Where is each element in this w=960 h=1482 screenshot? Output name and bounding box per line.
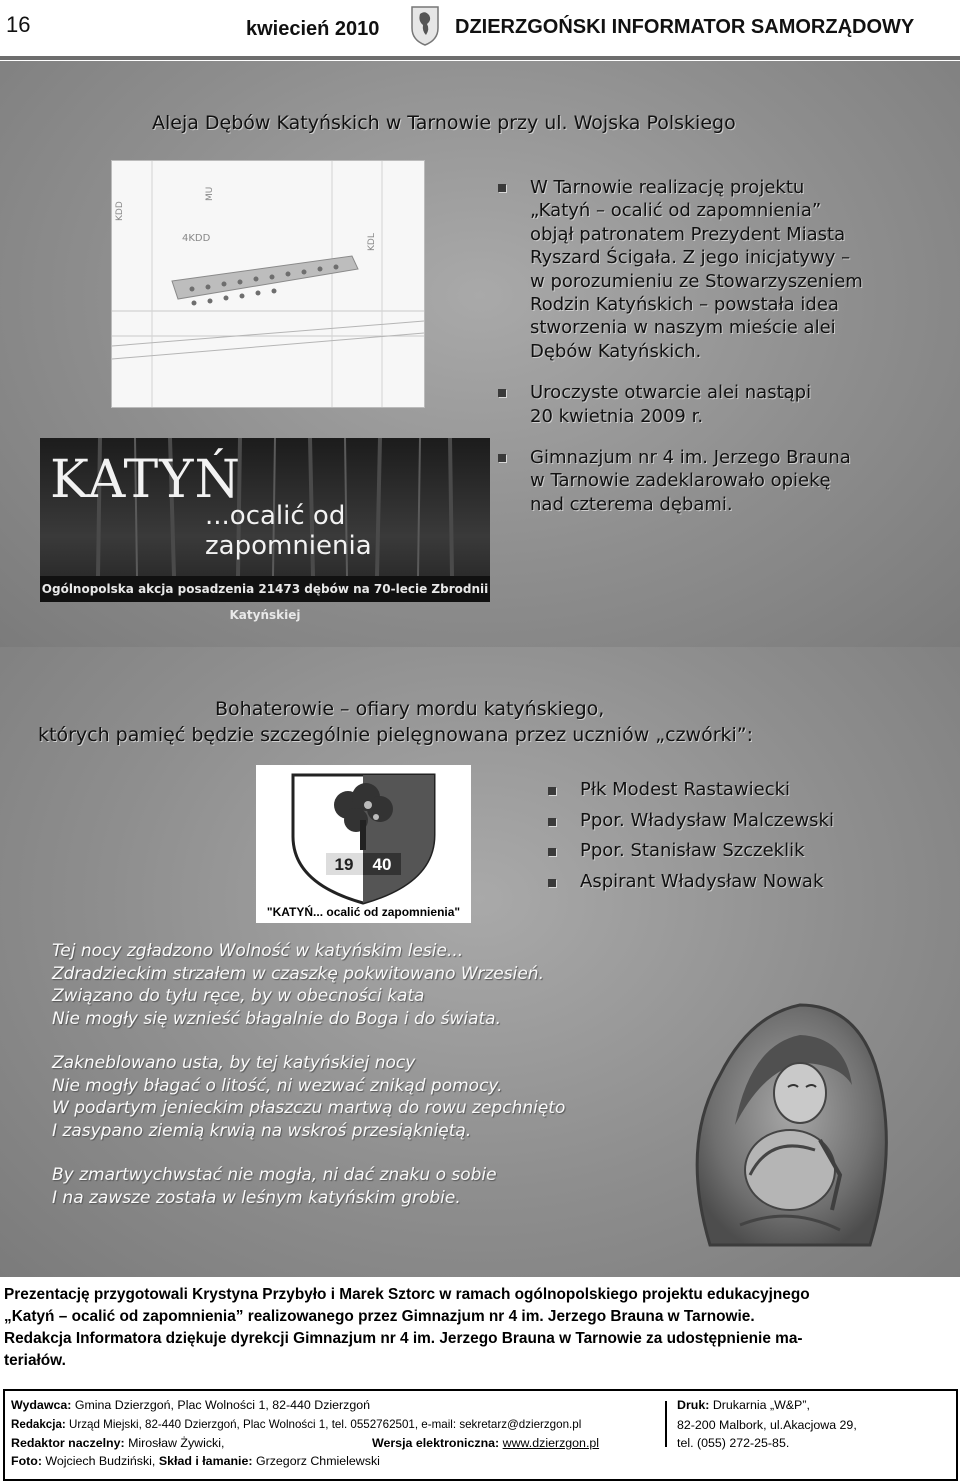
banner-caption: Ogólnopolska akcja posadzenia 21473 dębów na 70-lecie Zbrodnii Katyńskiej: [40, 576, 490, 602]
hero-item: [548, 836, 928, 867]
alley-map-image: [111, 160, 425, 408]
poem-line: Zdradzieckim strzałem w czaszkę pokwitowano Wrzesień.: [52, 963, 544, 984]
publisher-label: Wydawca:: [11, 1398, 72, 1412]
layout-value: Grzegorz Chmielewski: [255, 1454, 380, 1468]
photo-value: Wojciech Budziński,: [45, 1454, 156, 1468]
slide2-title-line1: Bohaterowie – ofiary mordu katyńskiego,: [215, 698, 605, 720]
bullet-square-icon: [548, 787, 556, 795]
printer-address: 82-200 Malbork, ul.Akacjowa 29,: [677, 1418, 857, 1432]
publisher-line: [11, 1398, 370, 1412]
hero-item: [548, 806, 928, 837]
map-label: KDD: [115, 201, 125, 221]
bullet-line: Dębów Katyńskich.: [530, 340, 702, 362]
editorial-line: [11, 1418, 581, 1431]
chief-editor-value: Mirosław Żywicki,: [128, 1436, 225, 1450]
bullet-school: [498, 446, 938, 516]
masthead-footer: [3, 1389, 958, 1481]
bullet-line: w Tarnowie zadeklarowało opiekę: [530, 470, 831, 492]
poem-line: Tej nocy zgładzono Wolność w katyńskim lesie...: [52, 941, 464, 961]
bullet-line: Uroczyste otwarcie alei nastąpi: [530, 382, 812, 404]
website-link[interactable]: www.dzierzgon.pl: [502, 1436, 600, 1450]
printer-phone: tel. (055) 272-25-85.: [677, 1436, 790, 1450]
bullet-line: W Tarnowie realizację projektu: [530, 177, 805, 198]
pieta-carving-image: [640, 975, 910, 1247]
bullet-line: w porozumieniu ze Stowarzyszeniem: [530, 270, 863, 292]
hero-item: [548, 775, 928, 806]
printer-label: Druk:: [677, 1398, 710, 1412]
poem-line: Związano do tyłu ręce, by w obecności kata: [52, 986, 425, 1006]
newsletter-title: DZIERZGOŃSKI INFORMATOR SAMORZĄDOWY: [455, 16, 915, 38]
poem-line: I na zawsze została w leśnym katyńskim grobie.: [52, 1187, 461, 1208]
bullet-line: stworzenia w naszym mieście alei: [530, 317, 836, 339]
banner-word: KATYŃ: [50, 450, 241, 510]
hero-name: Ppor. Stanisław Szczeklik: [580, 840, 805, 861]
bullet-project: [498, 176, 938, 363]
poem-line: Zakneblowano usta, by tej katyńskiej nocy: [52, 1053, 416, 1073]
poem-line: Nie mogły się wznieść błagalnie do Boga i do świata.: [52, 1008, 501, 1029]
chief-editor-label: Redaktor naczelny:: [11, 1436, 125, 1450]
bullet-square-icon: [548, 818, 556, 826]
electronic-label: Wersja elektroniczna:: [372, 1436, 500, 1450]
printer-line: [677, 1398, 810, 1412]
school-katyn-logo: [256, 765, 471, 923]
editorial-value: Urząd Miejski, 82-440 Dzierzgoń, Plac Wolności 1, tel. 0552762501, e-mail: sekretarz@dzierzgon.pl: [69, 1418, 582, 1431]
hero-item: [548, 867, 928, 898]
bullet-line: 20 kwietnia 2009 r.: [530, 405, 704, 427]
bullet-opening: [498, 381, 938, 428]
poem-stanza: [52, 940, 565, 1030]
map-label: 4KDD: [182, 233, 211, 244]
caption-line: „Katyń – ocalić od zapomnienia” realizowanego przez Gimnazjum nr 4 im. Jerzego Brauna w Tarnowie.: [4, 1308, 755, 1325]
map-label: KDL: [367, 233, 377, 251]
hero-name: Ppor. Władysław Malczewski: [580, 809, 834, 831]
photo-layout-line: [11, 1454, 380, 1468]
caption-line: teriałów.: [4, 1352, 66, 1369]
town-crest-icon: [410, 4, 440, 46]
bullet-square-icon: [548, 848, 556, 856]
poem-stanza: [52, 1164, 565, 1209]
katyn-banner-image: [40, 438, 490, 622]
header-rule: [0, 56, 960, 60]
publisher-value: Gmina Dzierzgoń, Plac Wolności 1, 82-440 Dzierzgoń: [74, 1398, 371, 1412]
article-caption: [4, 1284, 956, 1372]
slide1-title: Aleja Dębów Katyńskich w Tarnowie przy ul. Wojska Polskiego: [152, 112, 736, 134]
caption-line: Prezentację przygotowali Krystyna Przybyło i Marek Sztorc w ramach ogólnopolskiego projektu edukacyjnego: [4, 1286, 810, 1303]
poem-line: By zmartwychwstać nie mogła, ni dać znaku o sobie: [52, 1165, 497, 1185]
logo-year-right: 40: [372, 855, 392, 874]
editorial-label: Redakcja:: [11, 1418, 66, 1431]
photo-label: Foto:: [11, 1454, 42, 1468]
bullet-square-icon: [498, 389, 506, 397]
poem-line: I zasypano ziemią krwią na wskroś przesiąkniętą.: [52, 1120, 472, 1141]
poem-stanza: [52, 1052, 565, 1142]
poem-line: W podartym jenieckim płaszczu martwą do rowu zepchnięto: [52, 1098, 566, 1118]
logo-caption: "KATYŃ... ocalić od zapomnienia": [266, 905, 461, 919]
hero-name: Aspirant Władysław Nowak: [580, 870, 824, 892]
bullet-square-icon: [498, 184, 506, 192]
bullet-square-icon: [548, 879, 556, 887]
bullet-line: „Katyń – ocalić od zapomnienia”: [530, 200, 822, 222]
issue-date: kwiecień 2010: [246, 18, 380, 40]
page-number: 16: [6, 12, 31, 37]
heroes-list: [548, 775, 928, 897]
chief-editor-line: [11, 1436, 224, 1450]
bullet-line: Rodzin Katyńskich – powstała idea: [530, 294, 839, 316]
bullet-square-icon: [498, 454, 506, 462]
bullet-line: nad czterema dębami.: [530, 493, 733, 515]
slide1-bullet-list: [498, 176, 938, 534]
katyn-poem: [52, 940, 565, 1231]
slide2-title-line2: których pamięć będzie szczególnie pielęgnowana przez uczniów „czwórki”:: [38, 724, 754, 746]
printer-value: Drukarnia „W&P”,: [712, 1398, 810, 1412]
bullet-line: Gimnazjum nr 4 im. Jerzego Brauna: [530, 447, 851, 469]
poem-line: Nie mogły błagać o litość, ni wezwać znikąd pomocy.: [52, 1075, 503, 1096]
banner-subtitle: ...ocalić od zapomnienia: [205, 501, 372, 561]
logo-year-left: 19: [334, 855, 354, 874]
hero-name: Płk Modest Rastawiecki: [580, 779, 791, 800]
bullet-line: Ryszard Ścigała. Z jego inicjatywy –: [530, 247, 851, 269]
layout-label: Skład i łamanie:: [158, 1454, 253, 1468]
footer-divider: [665, 1401, 667, 1447]
map-label: MU: [205, 186, 215, 201]
caption-line: Redakcja Informatora dziękuje dyrekcji Gimnazjum nr 4 im. Jerzego Brauna w Tarnowie za udostępnienie ma-: [4, 1330, 803, 1347]
electronic-version-line: [372, 1436, 599, 1450]
bullet-line: objął patronatem Prezydent Miasta: [530, 223, 846, 245]
